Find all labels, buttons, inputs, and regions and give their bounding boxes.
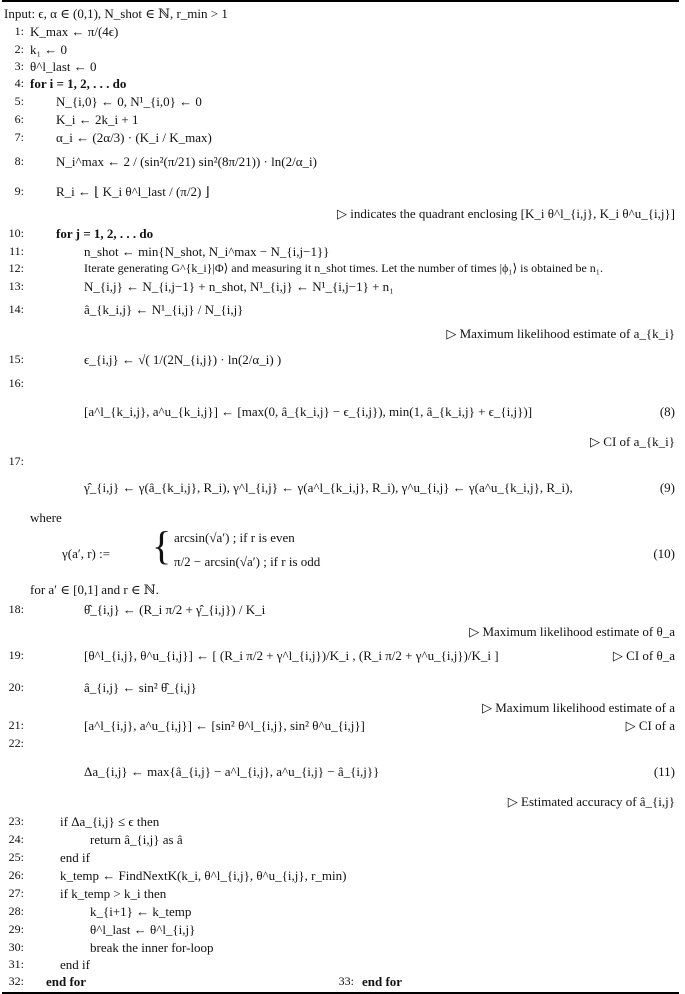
line-text: K_max ← π/(4ϵ) — [30, 24, 119, 39]
line-number: 10: — [8, 226, 24, 240]
line-number: 19: — [8, 648, 24, 662]
line-number: 9: — [14, 184, 24, 198]
line-text: α_i ← (2α/3) · (K_i / K_max) — [56, 130, 212, 145]
line-number: 13: — [8, 279, 24, 293]
line-text: k_temp ← FindNextK(k_i, θ^l_{i,j}, θ^u_{i,j}, r_min) — [60, 868, 347, 883]
equation-text: γ̂_{i,j} ← γ(â_{k_i,j}, R_i), γ^l_{i,j} ← γ(a^l_{k_i,j}, R_i), γ^u_{i,j} ← γ(a^u_{k_i,j}, R_i), — [84, 480, 573, 495]
line-text: k₁ ← 0 — [30, 42, 68, 57]
line-number: 25: — [8, 850, 24, 864]
line-text: â_{i,j} ← sin² θ̂_{i,j} — [84, 680, 197, 695]
line-number: 32: — [8, 974, 24, 988]
line-text: end for — [362, 974, 403, 989]
brace-glyph: { — [152, 523, 172, 568]
line-text: θ̂_{i,j} ← (R_i π/2 + γ̂_{i,j}) / K_i — [84, 602, 266, 617]
line-text: if Δa_{i,j} ≤ ϵ then — [60, 814, 160, 829]
line-text: for i = 1, 2, . . . do — [30, 76, 127, 91]
line-number: 1: — [14, 24, 24, 38]
line-text: θ^l_last ← θ^l_{i,j} — [90, 922, 196, 937]
line-number: 23: — [8, 814, 24, 828]
line-text: if k_temp > k_i then — [60, 886, 167, 901]
line-number: 11: — [9, 244, 24, 258]
line-number: 28: — [8, 904, 24, 918]
equation-text: Δa_{i,j} ← max{â_{i,j} − a^l_{i,j}, a^u_{i,j} − â_{i,j}} — [84, 764, 380, 779]
where-text: where — [30, 510, 62, 525]
line-text: end if — [60, 850, 90, 865]
line-number: 8: — [14, 154, 24, 168]
comment: ▷ CI of a_{k_i} — [590, 434, 675, 449]
line-number: 3: — [14, 59, 24, 73]
comment: ▷ CI of a — [625, 718, 675, 733]
line-text: return â_{i,j} as â — [90, 832, 183, 847]
line-number: 20: — [8, 680, 24, 694]
line-number: 31: — [8, 957, 24, 971]
equation-number: (8) — [659, 404, 675, 419]
line-text: for j = 1, 2, . . . do — [56, 226, 154, 241]
line-number: 15: — [8, 352, 24, 366]
algorithm-block — [2, 0, 679, 994]
line-text: end for — [46, 974, 87, 989]
line-text: â_{k_i,j} ← N¹_{i,j} / N_{i,j} — [84, 302, 244, 317]
equation-number: (10) — [653, 546, 675, 561]
line-number: 12: — [8, 261, 24, 275]
equation-case: π/2 − arcsin(√a′) ; if r is odd — [174, 554, 321, 569]
comment: ▷ Estimated accuracy of â_{i,j} — [507, 794, 675, 809]
line-text: [θ^l_{i,j}, θ^u_{i,j}] ← [ (R_i π/2 + γ^l_{i,j})/K_i , (R_i π/2 + γ^u_{i,j})/K_i ] — [84, 648, 499, 663]
line-number: 27: — [8, 886, 24, 900]
line-text: N_{i,0} ← 0, N¹_{i,0} ← 0 — [56, 94, 202, 109]
line-text: Iterate generating G^{k_i}|Φ⟩ and measuring it n_shot times. Let the number of times |ϕ₁⟩ is obtained be n₁. — [84, 261, 603, 275]
line-number: 33: — [338, 974, 354, 988]
line-number: 14: — [8, 302, 24, 316]
line-number: 30: — [8, 940, 24, 954]
line-number: 7: — [14, 130, 24, 144]
line-text: [a^l_{i,j}, a^u_{i,j}] ← [sin² θ^l_{i,j}, sin² θ^u_{i,j}] — [84, 718, 365, 733]
line-text: K_i ← 2k_i + 1 — [56, 112, 139, 127]
line-text: n_shot ← min{N_shot, N_i^max − N_{i,j−1}} — [84, 244, 330, 259]
line-text: end if — [60, 957, 90, 972]
comment: ▷ CI of θ_a — [612, 648, 675, 663]
line-number: 21: — [8, 718, 24, 732]
equation-text: [a^l_{k_i,j}, a^u_{k_i,j}] ← [max(0, â_{k_i,j} − ϵ_{i,j}), min(1, â_{k_i,j} + ϵ_{i,j})] — [84, 404, 533, 419]
line-text: θ^l_last ← 0 — [30, 59, 97, 74]
line-number: 17: — [8, 454, 24, 468]
line-number: 24: — [8, 832, 24, 846]
line-number: 18: — [8, 602, 24, 616]
line-text: N_i^max ← 2 / (sin²(π/21) sin²(8π/21)) · ln(2/α_i) — [56, 154, 317, 169]
line-number: 6: — [14, 112, 24, 126]
line-text: R_i ← ⌊ K_i θ^l_last / (π/2) ⌋ — [56, 184, 210, 199]
comment: ▷ Maximum likelihood estimate of a — [481, 700, 675, 715]
equation-text: γ(a′, r) := — [62, 546, 111, 561]
line-text: break the inner for-loop — [90, 940, 214, 955]
line-text: N_{i,j} ← N_{i,j−1} + n_shot, N¹_{i,j} ← N¹_{i,j−1} + n₁ — [84, 279, 394, 294]
line-number: 22: — [8, 736, 24, 750]
equation-number: (9) — [659, 480, 675, 495]
line-number: 29: — [8, 922, 24, 936]
line-number: 4: — [14, 76, 24, 90]
equation-number: (11) — [653, 764, 675, 779]
line-text: ϵ_{i,j} ← √( 1/(2N_{i,j}) · ln(2/α_i) ) — [84, 352, 282, 367]
input-text: Input: ϵ, α ∈ (0,1), N_shot ∈ ℕ, r_min > 1 — [4, 6, 228, 21]
line-text: k_{i+1} ← k_temp — [90, 904, 192, 919]
line-number: 2: — [14, 42, 24, 56]
comment: ▷ indicates the quadrant enclosing [K_i θ^l_{i,j}, K_i θ^u_{i,j}] — [337, 206, 675, 221]
line-number: 5: — [14, 94, 24, 108]
comment: ▷ Maximum likelihood estimate of θ_a — [469, 624, 675, 639]
comment: ▷ Maximum likelihood estimate of a_{k_i} — [446, 326, 675, 341]
equation-case: arcsin(√a′) ; if r is even — [174, 530, 295, 545]
line-number: 26: — [8, 868, 24, 882]
line-number: 16: — [8, 376, 24, 390]
for-text: for a′ ∈ [0,1] and r ∈ ℕ. — [30, 582, 159, 597]
